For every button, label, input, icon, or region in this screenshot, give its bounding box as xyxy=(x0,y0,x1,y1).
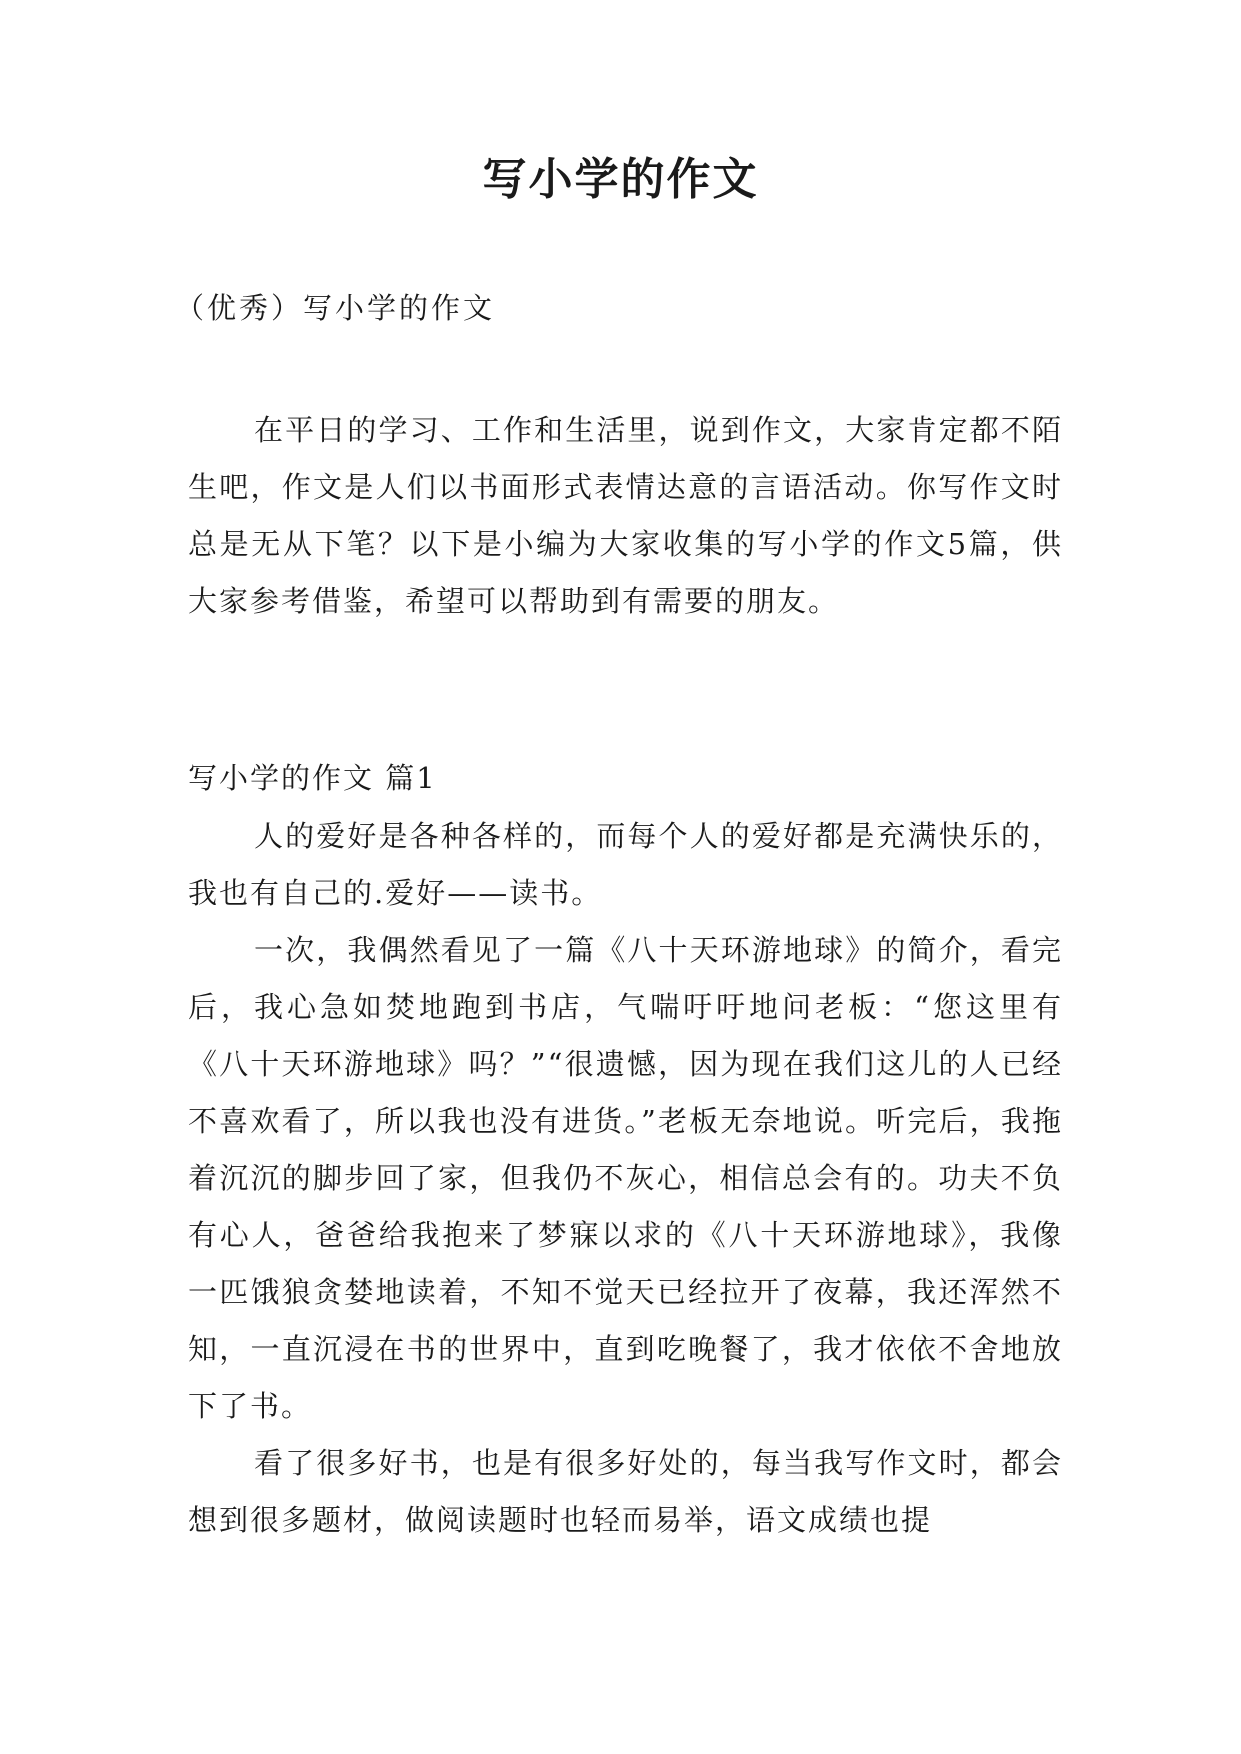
section-paragraph: 人的爱好是各种各样的，而每个人的爱好都是充满快乐的，我也有自己的.爱好——读书。 xyxy=(188,819,1063,910)
section-paragraph: 看了很多好书，也是有很多好处的，每当我写作文时，都会想到很多题材，做阅读题时也轻而易举，语文成绩也提 xyxy=(188,1446,1063,1537)
document-subtitle: （优秀）写小学的作文 xyxy=(175,291,496,325)
intro-paragraph: 在平日的学习、工作和生活里，说到作文，大家肯定都不陌生吧，作文是人们以书面形式表情达意的言语活动。你写作文时总是无从下笔？以下是小编为大家收集的写小学的作文5篇，供大家参考借鉴，希望可以帮助到有需要的朋友。 xyxy=(188,413,1063,618)
document-title: 写小学的作文 xyxy=(482,154,759,205)
section-paragraph: 一次，我偶然看见了一篇《八十天环游地球》的简介，看完后，我心急如焚地跑到书店，气喘吁吁地问老板：“您这里有《八十天环游地球》吗？”“很遗憾，因为现在我们这儿的人已经不喜欢看了，所以我也没有进货。”老板无奈地说。听完后，我拖着沉沉的脚步回了家，但我仍不灰心，相信总会有的。功夫不负有心人，爸爸给我抱来了梦寐以求的《八十天环游地球》，我像一匹饿狼贪婪地读着，不知不觉天已经拉开了夜幕，我还浑然不知，一直沉浸在书的世界中，直到吃晚餐了，我才依依不舍地放下了书。 xyxy=(188,933,1063,1423)
section-heading: 写小学的作文 篇1 xyxy=(188,761,437,795)
section-body xyxy=(188,808,1063,1549)
